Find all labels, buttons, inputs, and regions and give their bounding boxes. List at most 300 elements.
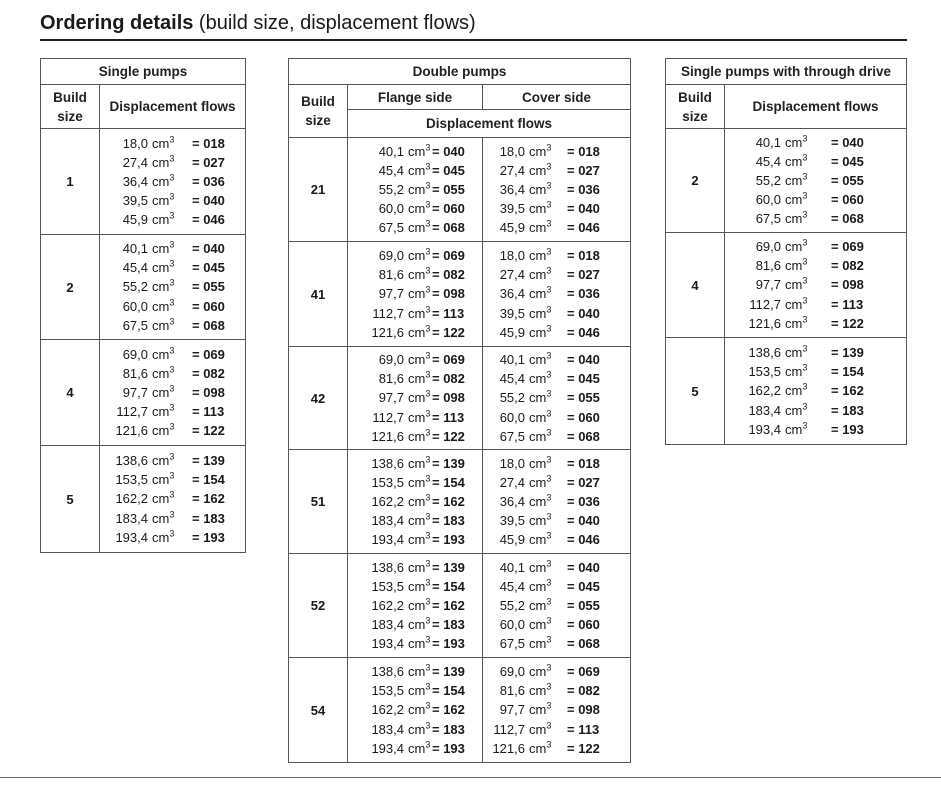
flow-unit <box>152 153 174 172</box>
unit-exponent: 3 <box>546 577 552 588</box>
table-row <box>666 233 907 338</box>
unit-exponent: 3 <box>546 530 552 541</box>
unit-exponent: 3 <box>546 180 552 191</box>
flow-code: = 154 <box>831 364 864 380</box>
flow-unit <box>152 364 174 383</box>
flow-value: 55,2 <box>499 390 525 406</box>
flow-line <box>483 681 630 700</box>
flow-line <box>348 142 482 161</box>
flow-value: 45,4 <box>755 153 781 169</box>
flow-unit <box>152 383 174 402</box>
flow-unit <box>408 596 430 615</box>
flow-line <box>348 615 482 634</box>
flow-code: = 027 <box>567 162 600 178</box>
flow-code: = 183 <box>432 617 465 633</box>
flow-unit <box>785 314 807 333</box>
unit-text: cm <box>785 172 803 188</box>
unit-exponent: 3 <box>425 681 431 692</box>
unit-exponent: 3 <box>425 427 431 438</box>
unit-text: cm <box>408 201 426 217</box>
flow-line <box>100 316 245 335</box>
flow-value: 60,0 <box>499 409 525 425</box>
single-displacement-header: Displacement flows <box>100 85 246 129</box>
unit-text: cm <box>529 493 547 509</box>
flow-code: = 068 <box>831 211 864 227</box>
unit-text: cm <box>529 305 547 321</box>
unit-exponent: 3 <box>425 577 431 588</box>
flow-line <box>348 511 482 530</box>
flow-value: 60,0 <box>122 298 148 314</box>
flow-code: = 122 <box>432 428 465 444</box>
unit-exponent: 3 <box>425 530 431 541</box>
flow-value: 153,5 <box>371 683 404 699</box>
flow-code: = 060 <box>432 201 465 217</box>
flow-value: 112,7 <box>372 409 404 425</box>
flow-value: 112,7 <box>493 721 525 737</box>
flow-line <box>348 577 482 596</box>
flow-value: 138,6 <box>371 455 404 471</box>
unit-exponent: 3 <box>169 153 175 164</box>
unit-text: cm <box>785 239 803 255</box>
flow-value: 40,1 <box>499 352 525 368</box>
unit-exponent: 3 <box>425 408 431 419</box>
flow-unit <box>408 473 430 492</box>
flow-value: 67,5 <box>378 220 404 236</box>
flow-unit <box>152 345 174 364</box>
page-title-bold: Ordering details <box>40 12 194 34</box>
table-row <box>41 340 246 446</box>
unit-text: cm <box>529 181 547 197</box>
flow-cell <box>483 138 631 242</box>
unit-exponent: 3 <box>802 382 808 393</box>
flow-unit <box>529 577 551 596</box>
flow-line <box>483 700 630 719</box>
flow-line <box>100 421 245 440</box>
flow-code: = 036 <box>192 173 225 189</box>
flow-code: = 045 <box>567 578 600 594</box>
flow-code: = 069 <box>432 248 465 264</box>
unit-exponent: 3 <box>546 739 552 750</box>
flow-line <box>348 199 482 218</box>
double-cover-side-header: Cover side <box>483 85 631 110</box>
flow-value: 97,7 <box>122 384 148 400</box>
unit-text: cm <box>152 173 170 189</box>
flow-code: = 139 <box>831 345 864 361</box>
flow-value: 60,0 <box>499 617 525 633</box>
flow-unit <box>408 427 430 446</box>
unit-exponent: 3 <box>802 295 808 306</box>
flow-cell <box>348 658 483 763</box>
unit-text: cm <box>152 317 170 333</box>
flow-unit <box>785 381 807 400</box>
build-size: 2 <box>666 129 725 233</box>
unit-text: cm <box>408 636 426 652</box>
flow-value: 67,5 <box>755 211 781 227</box>
flow-line <box>100 258 245 277</box>
flow-value: 81,6 <box>378 267 404 283</box>
unit-exponent: 3 <box>169 490 175 501</box>
unit-exponent: 3 <box>802 133 808 144</box>
unit-exponent: 3 <box>546 558 552 569</box>
flow-unit <box>529 388 551 407</box>
flow-unit <box>529 265 551 284</box>
flow-line <box>348 454 482 473</box>
flow-code: = 068 <box>567 428 600 444</box>
unit-exponent: 3 <box>169 278 175 289</box>
flow-unit <box>152 172 174 191</box>
flow-unit <box>785 256 807 275</box>
flow-line <box>100 239 245 258</box>
flow-line <box>348 681 482 700</box>
flow-line <box>100 172 245 191</box>
flow-unit <box>408 662 430 681</box>
unit-exponent: 3 <box>425 701 431 712</box>
unit-exponent: 3 <box>169 451 175 462</box>
flow-value: 40,1 <box>499 559 525 575</box>
flow-code: = 068 <box>432 220 465 236</box>
unit-text: cm <box>408 664 426 680</box>
flow-value: 121,6 <box>371 428 404 444</box>
flow-line <box>100 297 245 316</box>
build-size: 1 <box>41 129 100 235</box>
flow-cell <box>100 446 246 553</box>
flow-code: = 162 <box>432 493 465 509</box>
flow-line <box>100 470 245 489</box>
flow-cell <box>483 658 631 763</box>
bottom-rule <box>0 777 941 778</box>
flow-unit <box>529 304 551 323</box>
flow-line <box>348 388 482 407</box>
unit-text: cm <box>408 220 426 236</box>
flow-unit <box>529 369 551 388</box>
flow-value: 39,5 <box>122 193 148 209</box>
flow-line <box>348 492 482 511</box>
flow-unit <box>408 681 430 700</box>
flow-code: = 027 <box>567 267 600 283</box>
unit-exponent: 3 <box>425 596 431 607</box>
table-row <box>289 242 631 347</box>
flow-value: 45,9 <box>122 212 148 228</box>
flow-code: = 018 <box>192 135 225 151</box>
flow-unit <box>529 427 551 446</box>
unit-exponent: 3 <box>546 323 552 334</box>
flow-line <box>483 634 630 653</box>
flow-code: = 036 <box>567 181 600 197</box>
flow-unit <box>529 720 551 739</box>
unit-exponent: 3 <box>546 454 552 465</box>
flow-value: 36,4 <box>499 181 525 197</box>
flow-code: = 139 <box>432 664 465 680</box>
flow-value: 138,6 <box>115 453 148 469</box>
flow-code: = 183 <box>432 513 465 529</box>
flow-line <box>348 596 482 615</box>
flow-value: 97,7 <box>755 277 781 293</box>
unit-exponent: 3 <box>546 427 552 438</box>
unit-exponent: 3 <box>425 615 431 626</box>
unit-text: cm <box>529 740 547 756</box>
unit-text: cm <box>152 404 170 420</box>
flow-code: = 040 <box>192 193 225 209</box>
double-pumps-title: Double pumps <box>289 59 631 85</box>
flow-unit <box>408 218 430 237</box>
flow-value: 121,6 <box>371 324 404 340</box>
unit-exponent: 3 <box>425 142 431 153</box>
build-size: 4 <box>666 233 725 338</box>
through-drive-table <box>665 58 907 445</box>
flow-code: = 040 <box>567 559 600 575</box>
flow-unit <box>152 528 174 547</box>
flow-cell <box>725 338 907 445</box>
flow-unit <box>408 530 430 549</box>
flow-value: 55,2 <box>122 279 148 295</box>
flow-unit <box>408 161 430 180</box>
flow-line <box>483 142 630 161</box>
flow-code: = 183 <box>432 721 465 737</box>
flow-line <box>348 369 482 388</box>
unit-exponent: 3 <box>169 364 175 375</box>
through-displacement-header: Displacement flows <box>725 85 907 129</box>
unit-text: cm <box>529 267 547 283</box>
unit-exponent: 3 <box>546 218 552 229</box>
flow-unit <box>529 634 551 653</box>
flow-unit <box>408 246 430 265</box>
flow-line <box>483 218 630 237</box>
flow-value: 45,9 <box>499 220 525 236</box>
flow-value: 183,4 <box>371 617 404 633</box>
flow-value: 162,2 <box>748 383 781 399</box>
single-pumps-title: Single pumps <box>41 59 246 85</box>
unit-exponent: 3 <box>169 239 175 250</box>
flow-unit <box>408 284 430 303</box>
unit-text: cm <box>529 409 547 425</box>
unit-text: cm <box>529 617 547 633</box>
flow-value: 183,4 <box>748 402 781 418</box>
unit-exponent: 3 <box>169 191 175 202</box>
flow-code: = 040 <box>567 201 600 217</box>
flow-value: 112,7 <box>116 404 148 420</box>
flow-line <box>483 577 630 596</box>
flow-line <box>348 720 482 739</box>
unit-text: cm <box>785 345 803 361</box>
unit-text: cm <box>408 428 426 444</box>
flow-code: = 060 <box>567 617 600 633</box>
flow-code: = 040 <box>432 143 465 159</box>
flow-value: 162,2 <box>371 702 404 718</box>
unit-exponent: 3 <box>802 401 808 412</box>
flow-value: 183,4 <box>371 513 404 529</box>
flow-line <box>483 720 630 739</box>
flow-unit <box>785 420 807 439</box>
flow-code: = 193 <box>192 529 225 545</box>
unit-exponent: 3 <box>802 237 808 248</box>
flow-line <box>483 473 630 492</box>
unit-text: cm <box>529 513 547 529</box>
unit-text: cm <box>529 286 547 302</box>
build-size: 41 <box>289 242 348 347</box>
flow-code: = 082 <box>567 683 600 699</box>
flow-line <box>725 152 906 171</box>
flow-unit <box>529 558 551 577</box>
flow-value: 112,7 <box>372 305 404 321</box>
flow-code: = 046 <box>567 324 600 340</box>
flow-code: = 098 <box>432 390 465 406</box>
flow-value: 45,9 <box>499 324 525 340</box>
table-row <box>666 129 907 233</box>
flow-line <box>725 209 906 228</box>
flow-unit <box>152 277 174 296</box>
flow-code: = 018 <box>567 455 600 471</box>
unit-text: cm <box>529 352 547 368</box>
unit-text: cm <box>529 428 547 444</box>
flow-code: = 069 <box>192 346 225 362</box>
flow-code: = 154 <box>192 472 225 488</box>
unit-exponent: 3 <box>802 190 808 201</box>
unit-exponent: 3 <box>802 152 808 163</box>
unit-text: cm <box>785 383 803 399</box>
unit-exponent: 3 <box>802 343 808 354</box>
unit-text: cm <box>408 702 426 718</box>
flow-unit <box>529 511 551 530</box>
unit-text: cm <box>529 721 547 737</box>
flow-value: 81,6 <box>499 683 525 699</box>
flow-line <box>483 596 630 615</box>
flow-cell <box>100 235 246 340</box>
flow-code: = 060 <box>192 298 225 314</box>
flow-value: 193,4 <box>371 740 404 756</box>
build-size: 2 <box>41 235 100 340</box>
flow-code: = 060 <box>831 192 864 208</box>
flow-value: 36,4 <box>499 493 525 509</box>
unit-exponent: 3 <box>546 285 552 296</box>
flow-unit <box>785 152 807 171</box>
flow-code: = 098 <box>432 286 465 302</box>
flow-code: = 193 <box>432 740 465 756</box>
unit-exponent: 3 <box>169 134 175 145</box>
flow-unit <box>152 316 174 335</box>
unit-text: cm <box>408 248 426 264</box>
flow-value: 183,4 <box>115 510 148 526</box>
unit-text: cm <box>408 513 426 529</box>
flow-code: = 069 <box>567 664 600 680</box>
unit-exponent: 3 <box>802 314 808 325</box>
flow-unit <box>408 720 430 739</box>
table-row <box>666 338 907 445</box>
flow-code: = 040 <box>831 134 864 150</box>
table-row <box>41 129 246 235</box>
unit-exponent: 3 <box>546 701 552 712</box>
flow-line <box>725 314 906 333</box>
flow-cell <box>100 340 246 446</box>
flow-unit <box>408 577 430 596</box>
flow-value: 18,0 <box>499 143 525 159</box>
flow-unit <box>785 343 807 362</box>
flow-value: 121,6 <box>748 315 781 331</box>
unit-exponent: 3 <box>169 258 175 269</box>
single-pumps-body <box>41 129 246 553</box>
flow-unit <box>529 350 551 369</box>
flow-code: = 113 <box>567 721 600 737</box>
build-size: 51 <box>289 450 348 554</box>
flow-value: 138,6 <box>371 559 404 575</box>
flow-value: 121,6 <box>115 423 148 439</box>
flow-line <box>483 388 630 407</box>
flow-value: 45,9 <box>499 532 525 548</box>
flow-line <box>725 295 906 314</box>
flow-code: = 122 <box>432 324 465 340</box>
double-displacement-header: Displacement flows <box>348 110 631 138</box>
unit-text: cm <box>785 364 803 380</box>
flow-unit <box>408 350 430 369</box>
title-rule <box>40 39 907 41</box>
flow-unit <box>785 275 807 294</box>
flow-code: = 139 <box>192 453 225 469</box>
flow-unit <box>529 596 551 615</box>
flow-code: = 069 <box>432 352 465 368</box>
flow-value: 193,4 <box>371 636 404 652</box>
flow-line <box>348 323 482 342</box>
flow-cell <box>100 129 246 235</box>
unit-exponent: 3 <box>169 383 175 394</box>
flow-line <box>100 277 245 296</box>
flow-cell <box>348 347 483 450</box>
build-size: 42 <box>289 347 348 450</box>
flow-line <box>100 153 245 172</box>
flow-unit <box>152 402 174 421</box>
flow-unit <box>529 199 551 218</box>
flow-value: 153,5 <box>371 474 404 490</box>
flow-value: 121,6 <box>492 740 525 756</box>
flow-code: = 068 <box>192 317 225 333</box>
flow-line <box>348 662 482 681</box>
flow-line <box>725 275 906 294</box>
table-row <box>289 554 631 658</box>
flow-code: = 045 <box>567 371 600 387</box>
flow-cell <box>725 129 907 233</box>
unit-exponent: 3 <box>802 420 808 431</box>
flow-unit <box>152 509 174 528</box>
flow-code: = 040 <box>567 352 600 368</box>
unit-text: cm <box>529 664 547 680</box>
flow-line <box>725 237 906 256</box>
flow-unit <box>529 530 551 549</box>
flow-unit <box>152 470 174 489</box>
flow-code: = 036 <box>567 286 600 302</box>
flow-code: = 055 <box>567 390 600 406</box>
flow-unit <box>529 323 551 342</box>
flow-line <box>725 133 906 152</box>
double-build-size-header: Build size <box>289 85 348 138</box>
flow-code: = 045 <box>192 260 225 276</box>
flow-code: = 069 <box>831 239 864 255</box>
table-row <box>289 450 631 554</box>
flow-cell <box>483 450 631 554</box>
flow-code: = 162 <box>192 491 225 507</box>
flow-unit <box>408 511 430 530</box>
flow-code: = 113 <box>831 296 864 312</box>
flow-code: = 154 <box>432 578 465 594</box>
unit-text: cm <box>529 324 547 340</box>
flow-line <box>348 530 482 549</box>
build-size: 21 <box>289 138 348 242</box>
unit-exponent: 3 <box>425 492 431 503</box>
flow-unit <box>529 180 551 199</box>
unit-exponent: 3 <box>425 389 431 400</box>
unit-exponent: 3 <box>169 297 175 308</box>
flow-code: = 162 <box>432 702 465 718</box>
unit-exponent: 3 <box>169 528 175 539</box>
unit-exponent: 3 <box>802 171 808 182</box>
flow-value: 55,2 <box>755 172 781 188</box>
